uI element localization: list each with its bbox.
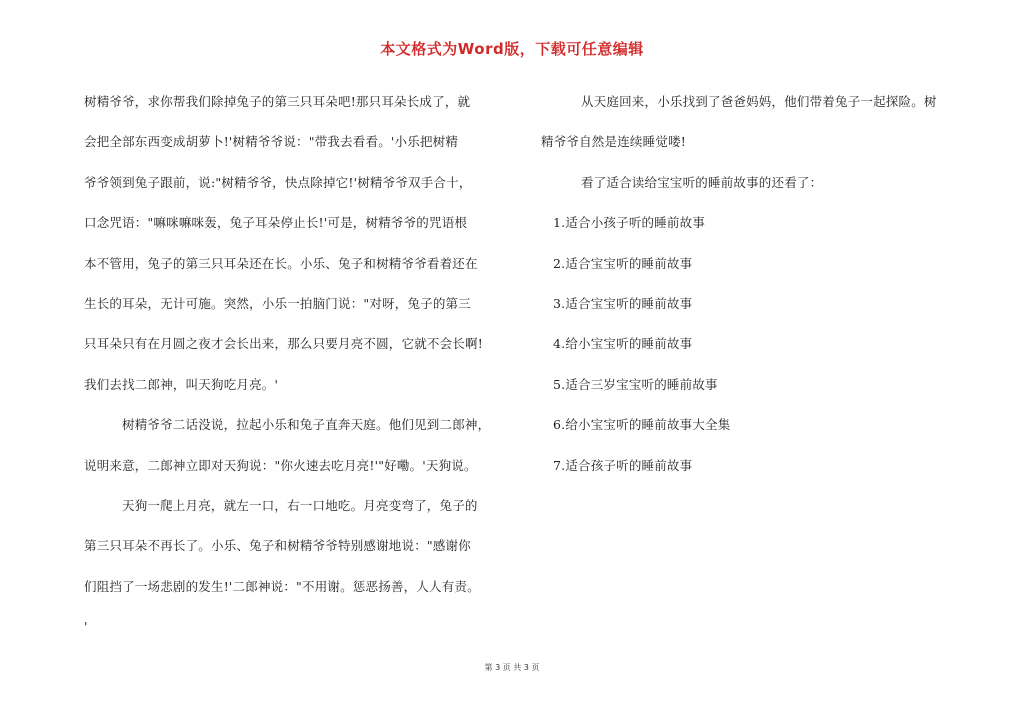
right-column bbox=[541, 82, 971, 486]
text-line: 天狗一爬上月亮，就左一口，右一口地吃。月亮变弯了，兔子的 bbox=[122, 497, 478, 513]
text-line: 说明来意，二郎神立即对天狗说："你火速去吃月亮!'"好嘞。'天狗说。 bbox=[84, 457, 477, 473]
text-line: 我们去找二郎神，叫天狗吃月亮。' bbox=[84, 376, 279, 392]
text-line: ' bbox=[84, 619, 88, 635]
related-link[interactable]: 7.适合孩子听的睡前故事 bbox=[553, 457, 693, 473]
related-link[interactable]: 3.适合宝宝听的睡前故事 bbox=[553, 295, 693, 311]
text-line: 爷爷领到兔子跟前，说:"树精爷爷，快点除掉它!'树精爷爷双手合十， bbox=[84, 174, 472, 190]
related-link[interactable]: 5.适合三岁宝宝听的睡前故事 bbox=[553, 376, 718, 392]
related-link[interactable]: 2.适合宝宝听的睡前故事 bbox=[553, 255, 693, 271]
text-line: 口念咒语："嘛咪嘛咪轰，兔子耳朵停止长!'可是，树精爷爷的咒语根 bbox=[84, 215, 468, 231]
text-line: 本不管用，兔子的第三只耳朵还在长。小乐、兔子和树精爷爷看着还在 bbox=[84, 255, 478, 271]
text-line: 第三只耳朵不再长了。小乐、兔子和树精爷爷特别感谢地说："感谢你 bbox=[84, 538, 471, 554]
page-number: 第 3 页 共 3 页 bbox=[484, 663, 540, 672]
text-line: 树精爷爷二话没说，拉起小乐和兔子直奔天庭。他们见到二郎神， bbox=[122, 417, 491, 433]
text-line: 树精爷爷，求你帮我们除掉兔子的第三只耳朵吧!那只耳朵长成了，就 bbox=[84, 94, 471, 109]
text-line: 从天庭回来，小乐找到了爸爸妈妈，他们带着兔子一起探险。树 bbox=[581, 94, 937, 109]
document-banner: 本文格式为Word版，下载可任意编辑 bbox=[380, 40, 644, 58]
text-line: 会把全部东西变成胡萝卜!'树精爷爷说："带我去看看。'小乐把树精 bbox=[84, 134, 459, 150]
related-link[interactable]: 1.适合小孩子听的睡前故事 bbox=[553, 215, 706, 231]
related-link[interactable]: 6.给小宝宝听的睡前故事大全集 bbox=[553, 417, 731, 433]
text-line: 们阻挡了一场悲剧的发生!'二郎神说："不用谢。惩恶扬善，人人有责。 bbox=[84, 578, 480, 594]
related-link[interactable]: 4.给小宝宝听的睡前故事 bbox=[553, 336, 693, 352]
text-line: 只耳朵只有在月圆之夜才会长出来，那么只要月亮不圆，它就不会长啊! bbox=[84, 336, 483, 352]
text-line: 精爷爷自然是连续睡觉喽! bbox=[541, 134, 686, 150]
text-line: 生长的耳朵，无计可施。突然，小乐一拍脑门说："对呀，兔子的第三 bbox=[84, 295, 471, 311]
left-column bbox=[84, 82, 524, 647]
related-heading: 看了适合读给宝宝听的睡前故事的还看了： bbox=[581, 174, 823, 190]
